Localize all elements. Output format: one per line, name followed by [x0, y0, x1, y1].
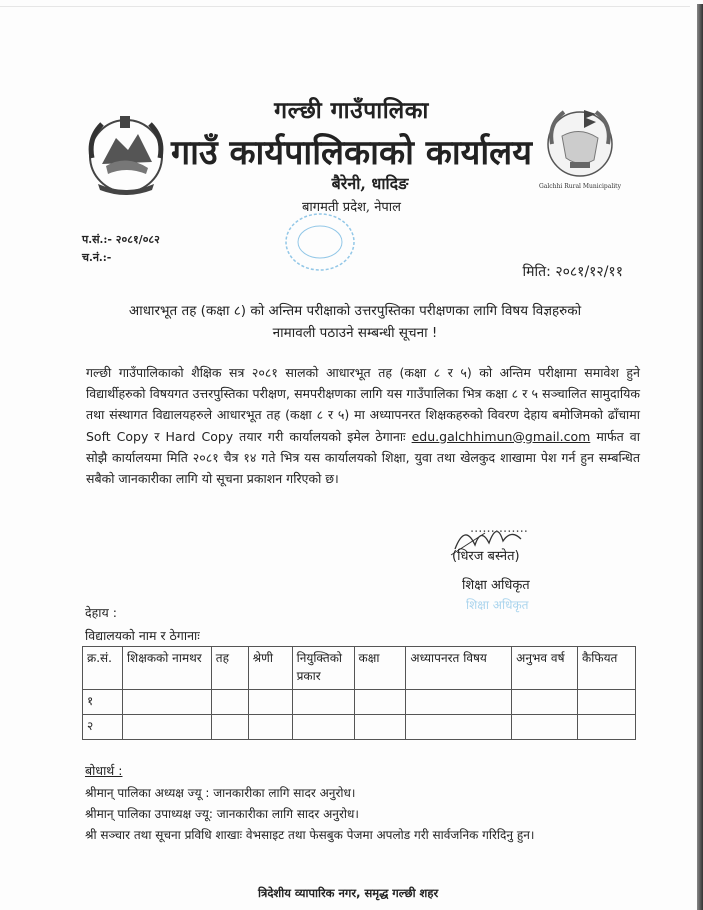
notice-body	[86, 362, 640, 489]
col-teacher-name: शिक्षकको नामथर	[122, 647, 211, 690]
letter-date: मिति: २०८१/१२/११	[522, 264, 623, 280]
cell	[406, 715, 512, 740]
subject-line-1: आधारभूत तह (कक्षा ८) को अन्तिम परीक्षाको उत्तरपुस्तिका परीक्षणका लागि विषय विज्ञहरुको	[128, 303, 582, 319]
cc-item: श्री सञ्चार तथा सूचना प्रविधि शाखाः वेभसाइट तथा फेसबुक पेजमा अपलोड गरी सार्वजनिक गरिदिनु हुन।	[85, 828, 535, 842]
col-class: कक्षा	[354, 647, 406, 690]
cell	[354, 690, 406, 715]
cc-item: श्रीमान् पालिका अध्यक्ष ज्यू : जानकारीका लागि सादर अनुरोध।	[85, 786, 356, 800]
cell	[292, 690, 354, 715]
table-row	[83, 715, 636, 740]
body-text-part2: मार्फत वा सोझै कार्यालयमा मिति २०८१ चैत्र १४ गते भित्र यस कार्यालयको शिक्षा, युवा तथा खेलकुद शाखामा पेश गर्न हुन सम्बन्धित सबैको जानकारीका लागि यो सूचना प्रकाशन गरिएको छ।	[86, 428, 640, 487]
col-grade: श्रेणी	[248, 647, 292, 690]
annex-heading: देहाय :	[85, 605, 117, 620]
signature-dots: ..............	[470, 521, 528, 536]
cell	[292, 715, 354, 740]
cell	[512, 690, 578, 715]
col-serial: क्र.सं.	[83, 647, 123, 690]
dispatch-number: च.नं.:-	[82, 251, 112, 264]
letter-number: प.सं.:- २०८१/०८२	[82, 233, 160, 246]
col-level: तह	[211, 647, 248, 690]
cell	[248, 715, 292, 740]
office-name: गाउँ कार्यपालिकाको कार्यालय	[171, 133, 532, 173]
cell	[354, 715, 406, 740]
scan-top-edge	[0, 6, 690, 7]
cell: २	[83, 715, 123, 740]
footer-slogan: त्रिदेशीय व्यापारिक नगर, समृद्ध गल्छी शहर	[258, 886, 439, 900]
email-link[interactable]: edu.galchhimun@gmail.com	[411, 428, 591, 444]
cell	[578, 690, 636, 715]
municipality-name: गल्छी गाउँपालिका	[274, 97, 429, 124]
col-appointment-type: नियुक्तिको प्रकार	[292, 647, 354, 690]
teacher-details-table	[82, 646, 636, 740]
cell: १	[83, 690, 123, 715]
col-subject-taught: अध्यापनरत विषय	[406, 647, 512, 690]
cell	[512, 715, 578, 740]
subject	[95, 300, 615, 344]
signatory-name: (धिरज बस्नेत)	[452, 549, 520, 564]
col-experience-years: अनुभव वर्ष	[512, 647, 578, 690]
cell	[578, 715, 636, 740]
cell	[122, 715, 211, 740]
col-remarks: कैफियत	[578, 647, 636, 690]
office-location: बैरेनी, धादिङ	[331, 174, 409, 193]
logo-caption: Galchhi Rural Municipality	[539, 183, 621, 190]
school-name-label: विद्यालयको नाम र ठेगानाः	[85, 628, 200, 643]
cell	[122, 690, 211, 715]
office-seal-stamp	[282, 210, 358, 276]
cell	[211, 715, 248, 740]
body-text-part1: गल्छी गाउँपालिकाको शैक्षिक सत्र २०८१ सालको आधारभूत तह (कक्षा ८ र ५) को अन्तिम परीक्षामा समावेश हुने विद्यार्थीहरुको विषयगत उत्तरपुस्तिका परीक्षण, समपरीक्षणका लागि यस गाउँपालिका भित्र कक्षा ८ र ५ सञ्चालित सामुदायिक तथा संस्थागत विद्यालयहरुले आधारभूत तह (कक्षा ८ र ५) मा अध्यापनरत शिक्षकहरुको विवरण देहाय बमोजिमको ढाँचामा Soft Copy र Hard Copy तयार गरी कार्यालयको इमेल ठेगानाः	[86, 365, 640, 444]
subject-line-2: नामावली पठाउने सम्बन्धी सूचना !	[272, 325, 438, 341]
table-header-row	[83, 647, 636, 690]
cc-item: श्रीमान् पालिका उपाध्यक्ष ज्यू: जानकारीका लागि सादर अनुरोध।	[85, 807, 359, 821]
cell	[211, 690, 248, 715]
cell	[248, 690, 292, 715]
designation-stamp: शिक्षा अधिकृत	[466, 598, 529, 612]
cc-heading: बोधार्थ :	[85, 763, 123, 778]
cell	[406, 690, 512, 715]
province-country: बागमती प्रदेश, नेपाल	[302, 200, 401, 215]
table-row	[83, 690, 636, 715]
signatory-designation: शिक्षा अधिकृत	[462, 578, 530, 593]
